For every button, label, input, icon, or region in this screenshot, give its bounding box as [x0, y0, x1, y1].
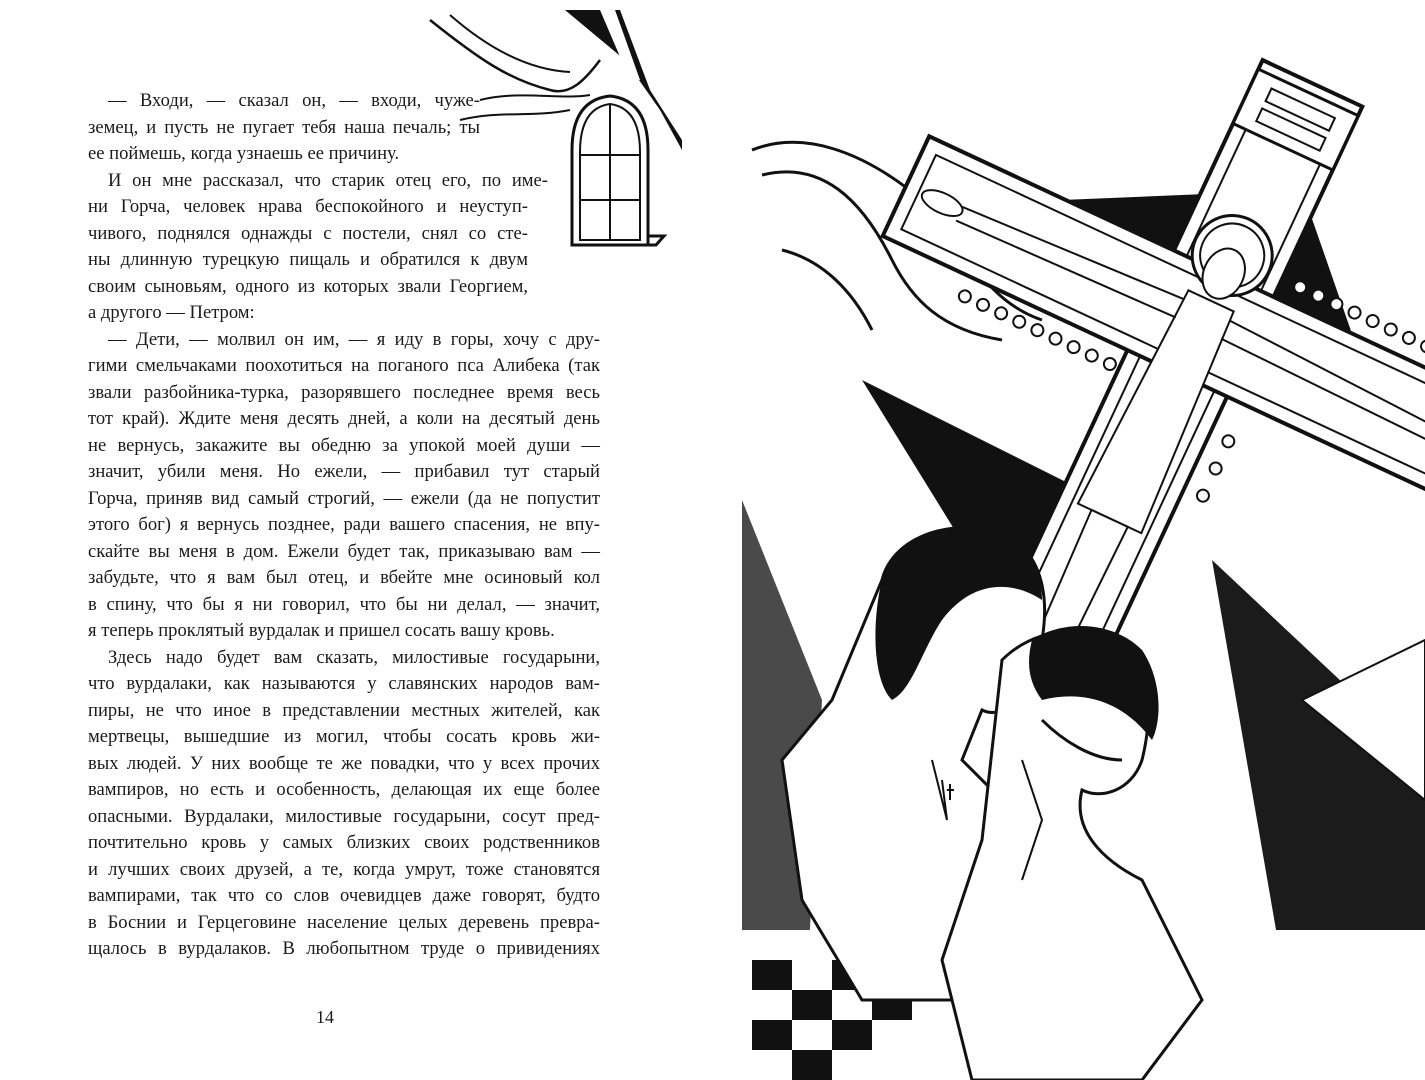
window-illustration [420, 0, 700, 260]
text-line: И он мне рассказал, что старик отец его, по име- [108, 169, 548, 191]
text-line: забудьте, что я вам был отец, и вбейте мне осиновый кол [88, 567, 600, 588]
text-line: не вернусь, закажите вы обедню за упокой моей души — [88, 434, 600, 456]
text-line: вампиров, но есть и особенность, делающая их еще более [88, 779, 600, 800]
text-line: я теперь проклятый вурдалак и пришел сосать вашу кровь. [88, 620, 555, 641]
text-line: земец, и пусть не пугает тебя наша печаль; ты [88, 116, 480, 138]
text-line: и лучших своих друзей, а те, когда умрут, тоже становятся [88, 858, 600, 880]
text-line: этого бог) я вернусь позднее, ради вашего спасения, не впу- [88, 514, 600, 535]
text-line: опасными. Вурдалаки, милостивые государыни, сосут пред- [88, 805, 600, 827]
text-line: — Дети, — молвил он им, — я иду в горы, хочу с дру- [108, 328, 600, 350]
text-line: ее поймешь, когда узнаешь ее причину. [88, 143, 400, 164]
text-line: своим сыновьям, одного из которых звали Георгием, [88, 275, 528, 297]
text-line: а другого — Петром: [88, 302, 255, 323]
text-line: в Боснии и Герцеговине население целых деревень превра- [88, 911, 600, 933]
text-line: значит, убили меня. Но ежели, — прибавил тут старый [88, 461, 600, 482]
text-line: почтительно кровь у самых близких своих родственников [88, 832, 600, 853]
text-line: вых людей. У них вообще те же повадки, что у всех прочих [88, 752, 600, 774]
text-line: гими смельчаками поохотиться на поганого пса Алибека (так [88, 355, 600, 376]
text-line: щалось в вурдалаков. В любопытном труде о привидениях [88, 938, 600, 959]
text-line: ны длинную турецкую пищаль и обратился к двум [88, 249, 528, 270]
right-page [712, 0, 1425, 1080]
text-line: тот край). Ждите меня десять дней, а коли на десятый день [88, 408, 600, 429]
text-line: — Входи, — сказал он, — входи, чуже- [108, 90, 480, 111]
text-line: что вурдалаки, как называются у славянских народов вам- [88, 673, 600, 694]
text-line: ни Горча, человек нрава беспокойного и неуступ- [88, 196, 528, 217]
text-line: звали разбойника-турка, разорявшего последнее время весь [88, 381, 600, 403]
crucifix-illustration [742, 0, 1425, 1080]
text-line: мертвецы, вышедшие из могил, чтобы сосать кровь жи- [88, 726, 600, 747]
left-page [0, 0, 712, 1080]
text-line: скайте вы меня в дом. Ежели будет так, приказываю вам — [88, 540, 600, 562]
text-line: в спину, что бы я ни говорил, что бы ни делал, — значит, [88, 593, 600, 615]
text-line: Горча, приняв вид самый строгий, — ежели (да не попустит [88, 487, 600, 509]
text-line: чивого, поднялся однажды с постели, снял со сте- [88, 222, 528, 244]
text-line: пиры, не что иное в представлении местных жителей, как [88, 699, 600, 721]
text-line: вампирами, так что со слов очевидцев даже говорят, будто [88, 885, 600, 906]
page-number: 14 [316, 1007, 334, 1027]
text-line: Здесь надо будет вам сказать, милостивые государыни, [108, 646, 600, 668]
